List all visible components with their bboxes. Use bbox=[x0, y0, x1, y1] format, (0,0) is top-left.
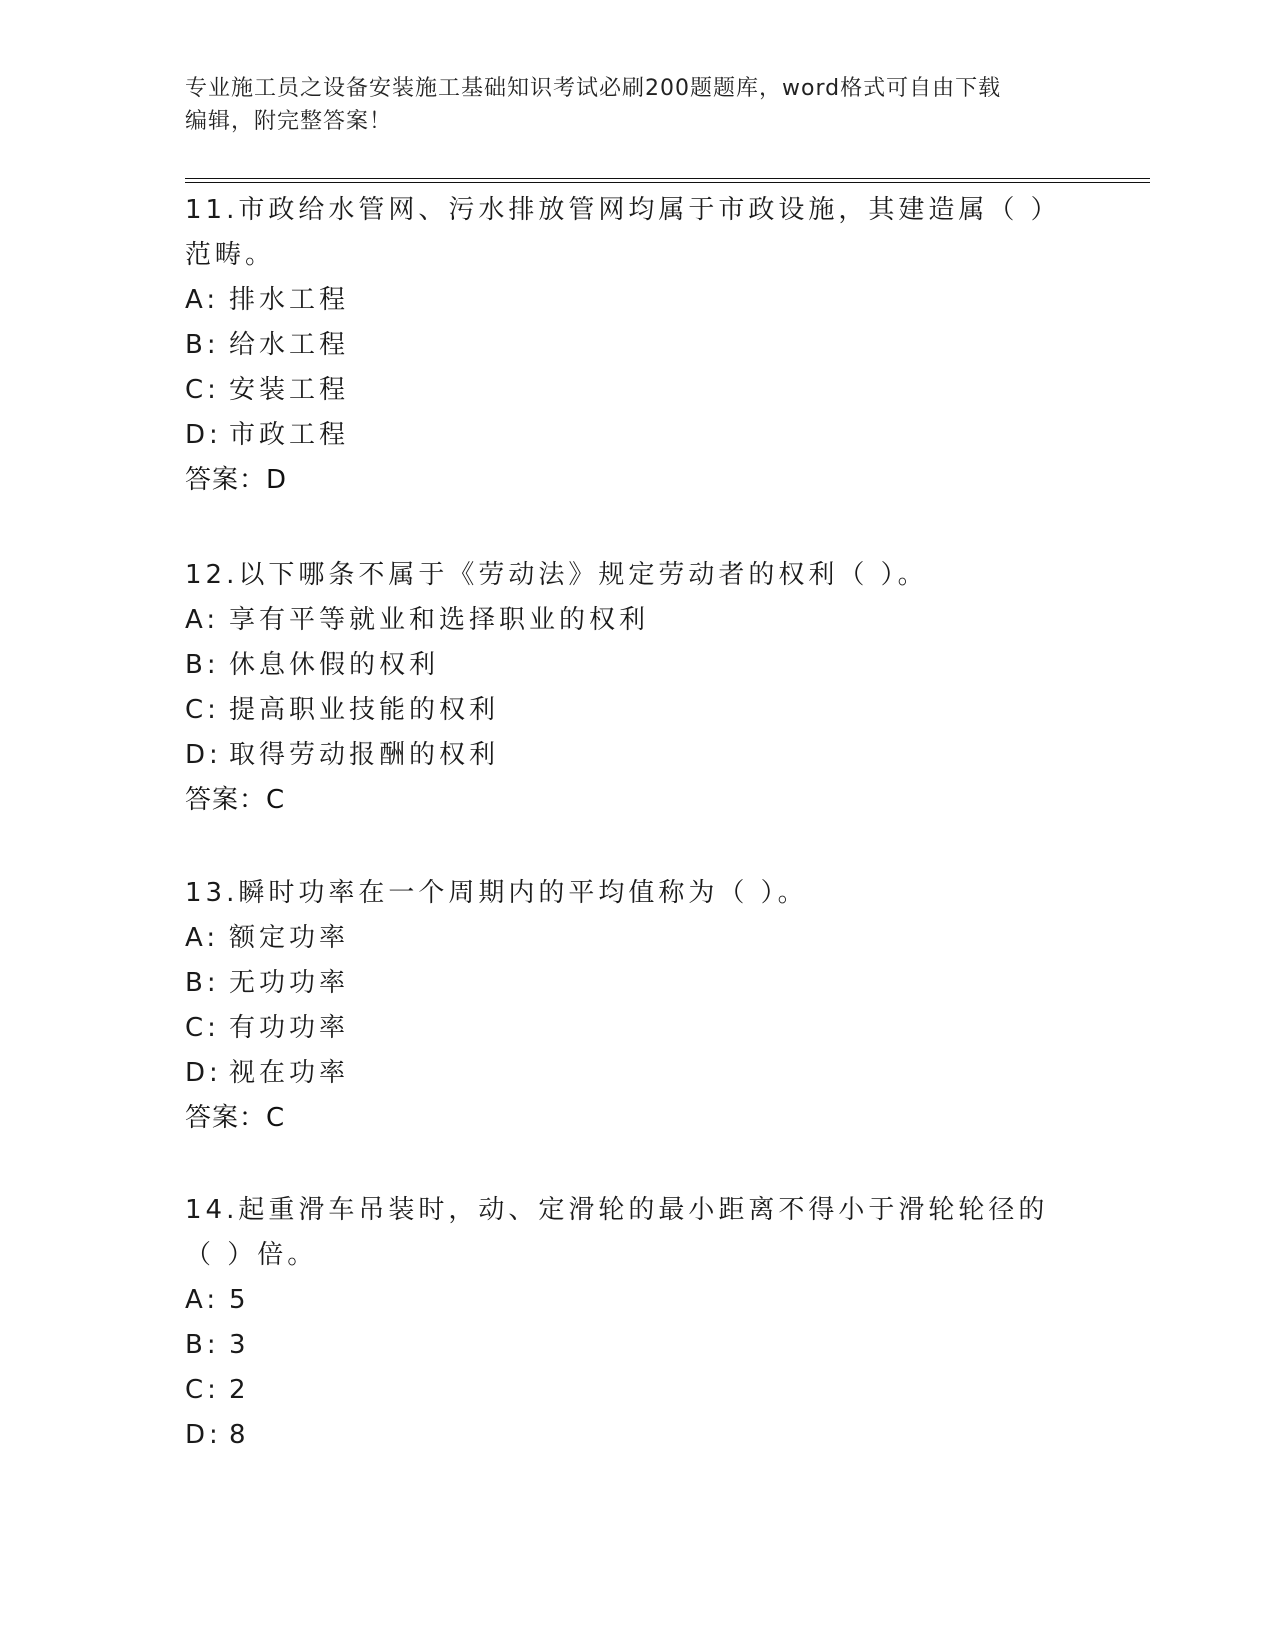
option-key: D: bbox=[185, 420, 222, 450]
option-b bbox=[185, 961, 1065, 1006]
option-text: 给水工程 bbox=[229, 330, 350, 360]
option-text: 额定功率 bbox=[229, 923, 350, 953]
header-line-2: 编辑，附完整答案！ bbox=[185, 109, 393, 134]
option-key: B: bbox=[185, 968, 220, 998]
option-d bbox=[185, 413, 1065, 458]
question-stem: 12.以下哪条不属于《劳动法》规定劳动者的权利（ ）。 bbox=[185, 560, 928, 590]
option-key: D: bbox=[185, 1058, 222, 1088]
option-text: 5 bbox=[229, 1285, 250, 1315]
option-key: D: bbox=[185, 740, 222, 770]
header-divider-bottom bbox=[185, 182, 1150, 183]
question-14 bbox=[185, 1188, 1065, 1458]
option-key: B: bbox=[185, 330, 220, 360]
option-text: 3 bbox=[229, 1330, 250, 1360]
option-b bbox=[185, 1323, 1065, 1368]
question-12 bbox=[185, 553, 1065, 823]
option-d bbox=[185, 733, 1065, 778]
option-a bbox=[185, 916, 1065, 961]
document-header bbox=[185, 72, 1065, 138]
option-a bbox=[185, 1278, 1065, 1323]
option-key: B: bbox=[185, 1330, 220, 1360]
option-text: 无功功率 bbox=[229, 968, 350, 998]
option-d bbox=[185, 1413, 1065, 1458]
option-key: C: bbox=[185, 1013, 220, 1043]
question-13 bbox=[185, 871, 1065, 1141]
option-key: D: bbox=[185, 1420, 222, 1450]
option-text: 享有平等就业和选择职业的权利 bbox=[229, 605, 650, 635]
option-key: A: bbox=[185, 923, 220, 953]
option-key: A: bbox=[185, 1285, 220, 1315]
option-key: A: bbox=[185, 285, 220, 315]
option-text: 视在功率 bbox=[229, 1058, 350, 1088]
option-text: 市政工程 bbox=[229, 420, 350, 450]
answer-label: 答案：D bbox=[185, 465, 288, 495]
option-c bbox=[185, 1368, 1065, 1413]
question-stem: 14.起重滑车吊装时，动、定滑轮的最小距离不得小于滑轮轮径的（ ）倍。 bbox=[185, 1195, 1049, 1270]
option-c bbox=[185, 1006, 1065, 1051]
option-text: 排水工程 bbox=[229, 285, 350, 315]
answer-label: 答案：C bbox=[185, 785, 286, 815]
question-stem: 13.瞬时功率在一个周期内的平均值称为（ ）。 bbox=[185, 878, 808, 908]
option-a bbox=[185, 598, 1065, 643]
question-stem: 11.市政给水管网、污水排放管网均属于市政设施，其建造属（ ）范畴。 bbox=[185, 195, 1061, 270]
option-key: C: bbox=[185, 375, 220, 405]
option-a bbox=[185, 278, 1065, 323]
option-text: 提高职业技能的权利 bbox=[229, 695, 500, 725]
header-divider-top bbox=[185, 178, 1150, 179]
option-key: C: bbox=[185, 1375, 220, 1405]
option-text: 安装工程 bbox=[229, 375, 350, 405]
option-key: B: bbox=[185, 650, 220, 680]
option-c bbox=[185, 688, 1065, 733]
option-b bbox=[185, 323, 1065, 368]
option-text: 有功功率 bbox=[229, 1013, 350, 1043]
option-d bbox=[185, 1051, 1065, 1096]
option-text: 休息休假的权利 bbox=[229, 650, 440, 680]
option-b bbox=[185, 643, 1065, 688]
option-key: A: bbox=[185, 605, 220, 635]
option-key: C: bbox=[185, 695, 220, 725]
header-line-1: 专业施工员之设备安装施工基础知识考试必刷200题题库，word格式可自由下载 bbox=[185, 76, 1002, 101]
answer-label: 答案：C bbox=[185, 1103, 286, 1133]
option-text: 2 bbox=[229, 1375, 250, 1405]
option-text: 取得劳动报酬的权利 bbox=[229, 740, 500, 770]
question-11 bbox=[185, 188, 1065, 503]
option-c bbox=[185, 368, 1065, 413]
option-text: 8 bbox=[229, 1420, 250, 1450]
